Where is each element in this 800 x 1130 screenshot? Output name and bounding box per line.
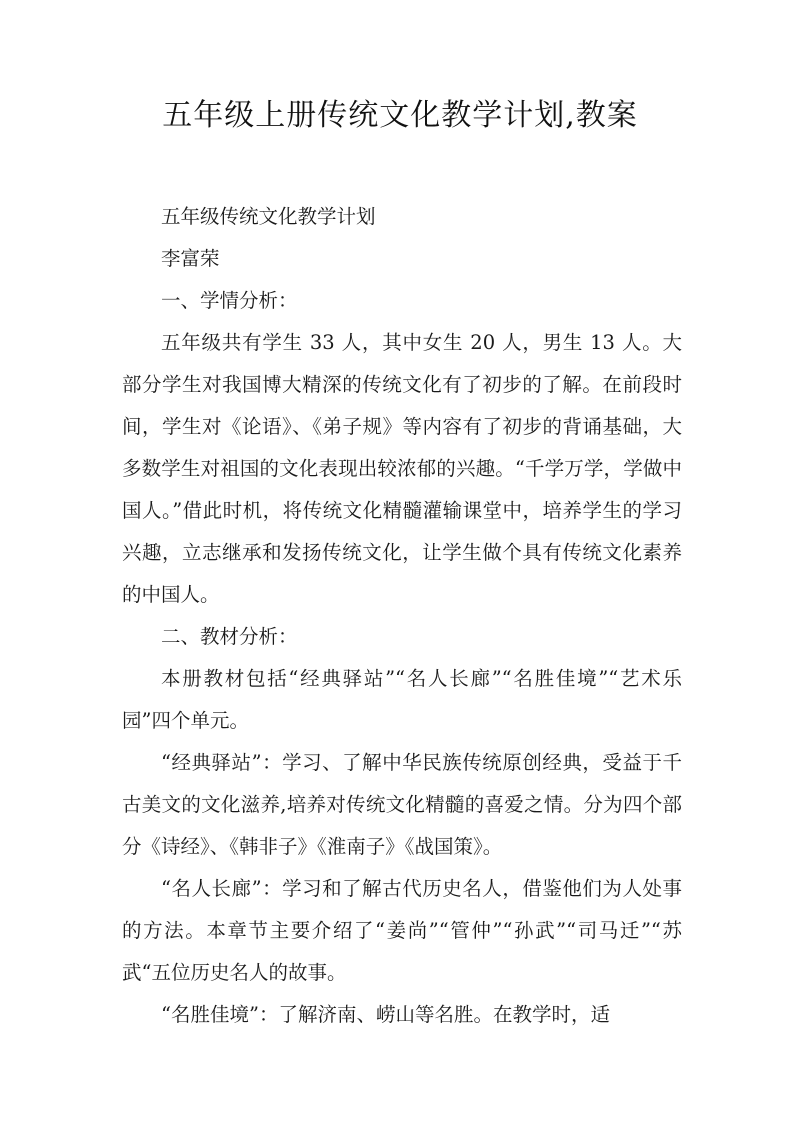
- document-body: [122, 196, 682, 1036]
- paragraph-famous-people-unit: “名人长廊”：学习和了解古代历史名人，借鉴他们为人处事的方法。本章节主要介绍了“姜尚”“管仲”“孙武”“司马迁”“苏武“五位历史名人的故事。: [122, 877, 682, 984]
- author-name: 李富荣: [161, 247, 220, 270]
- paragraph-scenic-spots-unit: “名胜佳境”：了解济南、崂山等名胜。在教学时，适: [161, 1003, 610, 1026]
- document-title: 五年级上册传统文化教学计划,教案: [162, 98, 638, 133]
- paragraph-textbook-units: 本册教材包括“经典驿站”“名人长廊”“名胜佳境”“艺术乐园”四个单元。: [122, 667, 682, 732]
- paragraph-classics-unit: “经典驿站”：学习、了解中华民族传统原创经典，受益于千古美文的文化滋养,培养对传统文化精髓的喜爱之情。分为四个部分《诗经》、《韩非子》《淮南子》《战国策》。: [122, 751, 682, 858]
- paragraph-student-analysis: 五年级共有学生 33 人，其中女生 20 人，男生 13 人。大部分学生对我国博大精深的传统文化有了初步的了解。在前段时间，学生对《论语》、《弟子规》等内容有了初步的背诵基础，大多数学生对祖国的文化表现出较浓郁的兴趣。“千学万学，学做中国人。”借此时机，将传统文化精髓灌输课堂中，培养学生的学习兴趣，立志继承和发扬传统文化，让学生做个具有传统文化素养的中国人。: [122, 331, 682, 606]
- section-heading-student-analysis: 一、学情分析：: [161, 289, 298, 312]
- section-heading-textbook-analysis: 二、教材分析：: [161, 625, 298, 648]
- plan-heading: 五年级传统文化教学计划: [161, 205, 376, 228]
